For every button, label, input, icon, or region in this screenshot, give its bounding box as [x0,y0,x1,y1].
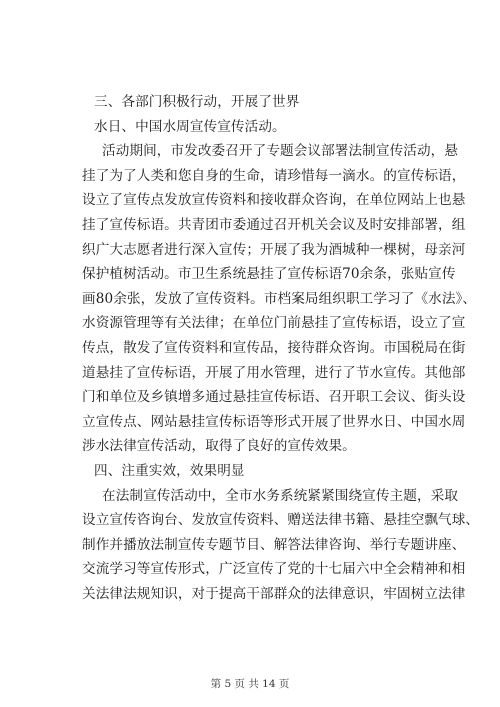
paragraph-line: 立宣传点、网站悬挂宣传标语等形式开展了世界水日、中国水周 [82,413,466,430]
paragraph-line: 保护植树活动。市卫生系统悬挂了宣传标语70余条，张贴宣传 [82,266,456,283]
paragraph-line: 水资源管理等有关法律；在单位门前悬挂了宣传标语，设立了宣 [82,315,466,332]
paragraph-line: 织广大志愿者进行深入宣传；开展了我为酒城种一棵树，母亲河 [82,241,466,258]
section-heading-3-continued: 水日、中国水周宣传宣传活动。 [94,118,286,135]
document-body [82,90,480,606]
section-heading-3: 三、各部门积极行动，开展了世界 [94,94,300,110]
paragraph-line: 涉水法律宣传活动，取得了良好的宣传效果。 [82,438,356,455]
paragraph-line: 挂了为了人类和您自身的生命，请珍惜每一滴水。的宣传标语， [82,167,466,184]
paragraph-line: 挂了宣传标语。共青团市委通过召开机关会议及时安排部署，组 [82,216,466,233]
paragraph-line: 制作并播放法制宣传专题节目、解答法律咨询、举行专题讲座、 [82,536,466,553]
page-number-footer: 第 5 页 共 14 页 [210,678,290,690]
paragraph-line: 关法律法规知识，对于提高干部群众的法律意识，牢固树立法律 [82,585,466,602]
paragraph-line: 道悬挂了宣传标语，开展了用水管理，进行了节水宣传。其他部 [82,364,466,381]
paragraph-line: 设立了宣传点发放宣传资料和接收群众咨询，在单位网站上也悬 [82,192,466,209]
paragraph-line: 传点，散发了宣传资料和宣传品，接待群众咨询。市国税局在街 [82,339,466,356]
paragraph-line: 画80余张，发放了宣传资料。市档案局组织职工学习了《水法》、 [82,290,477,307]
paragraph-line: 在法制宣传活动中，全市水务系统紧紧围绕宣传主题，采取 [102,487,459,504]
paragraph-line: 活动期间，市发改委召开了专题会议部署法制宣传活动，悬 [102,143,459,160]
section-heading-4: 四、注重实效，效果明显 [94,462,245,479]
paragraph-line: 门和单位及乡镇增多通过悬挂宣传标语、召开职工会议、街头设 [82,389,466,406]
paragraph-line: 交流学习等宣传形式，广泛宣传了党的十七届六中全会精神和相 [82,561,466,578]
paragraph-line: 设立宣传咨询台、发放宣传资料、赠送法律书籍、悬挂空飘气球、 [82,512,480,529]
